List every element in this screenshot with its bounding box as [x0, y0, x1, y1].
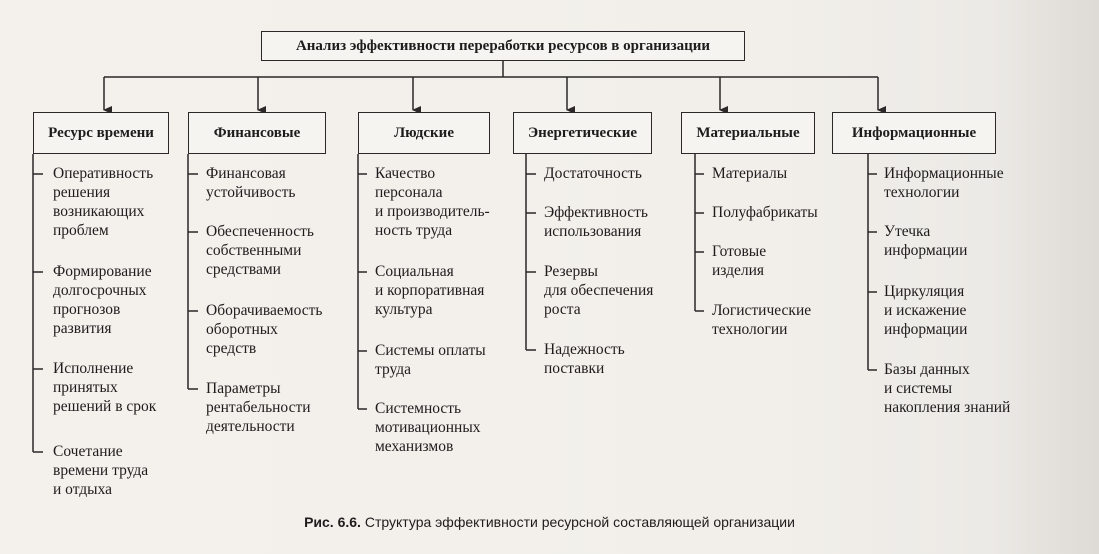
item-energy-2: Эффективность использования — [544, 204, 648, 240]
item-financial-4: Параметры рентабельности деятельности — [206, 380, 311, 435]
item-material-1: Материалы — [712, 165, 788, 182]
item-time-4: Сочетание времени труда и отдыха — [53, 443, 149, 498]
item-material-4: Логистические технологии — [712, 302, 812, 338]
item-time-2: Формирование долгосрочных прогнозов развития — [53, 263, 152, 337]
diagram-title: Анализ эффективности переработки ресурсов в организации — [261, 31, 745, 61]
item-information-1: Информационные технологии — [884, 165, 1004, 201]
item-human-3: Системы оплаты труда — [375, 342, 486, 378]
item-energy-1: Достаточность — [544, 165, 642, 182]
item-financial-1: Финансовая устойчивость — [206, 165, 296, 201]
category-material: Материальные — [681, 112, 815, 154]
figure-caption-label: Рис. 6.6. — [304, 514, 361, 530]
item-human-2: Социальная и корпоративная культура — [375, 263, 485, 318]
category-human: Людские — [358, 112, 490, 154]
figure-caption-text: Структура эффективности ресурсной составляющей организации — [364, 514, 795, 530]
item-financial-3: Оборачиваемость оборотных средств — [206, 302, 323, 357]
item-energy-3: Резервы для обеспечения роста — [544, 263, 654, 318]
item-financial-2: Обеспеченность собственными средствами — [206, 223, 314, 278]
item-material-3: Готовые изделия — [712, 243, 767, 279]
category-financial: Финансовые — [188, 112, 326, 154]
item-information-4: Базы данных и системы накопления знаний — [884, 361, 1011, 416]
item-human-1: Качество персонала и производитель- ность труда — [375, 165, 490, 239]
item-information-3: Циркуляция и искажение информации — [884, 283, 968, 338]
category-information: Информационные — [832, 112, 996, 154]
category-energy: Энергетические — [513, 112, 652, 154]
category-time: Ресурс времени — [33, 112, 169, 154]
item-time-1: Оперативность решения возникающих проблем — [53, 165, 154, 239]
figure-caption — [0, 514, 1099, 530]
item-material-2: Полуфабрикаты — [712, 204, 818, 221]
item-energy-4: Надежность поставки — [544, 341, 625, 377]
item-time-3: Исполнение принятых решений в срок — [53, 360, 157, 415]
item-information-2: Утечка информации — [884, 223, 968, 259]
item-human-4: Системность мотивационных механизмов — [375, 400, 481, 455]
